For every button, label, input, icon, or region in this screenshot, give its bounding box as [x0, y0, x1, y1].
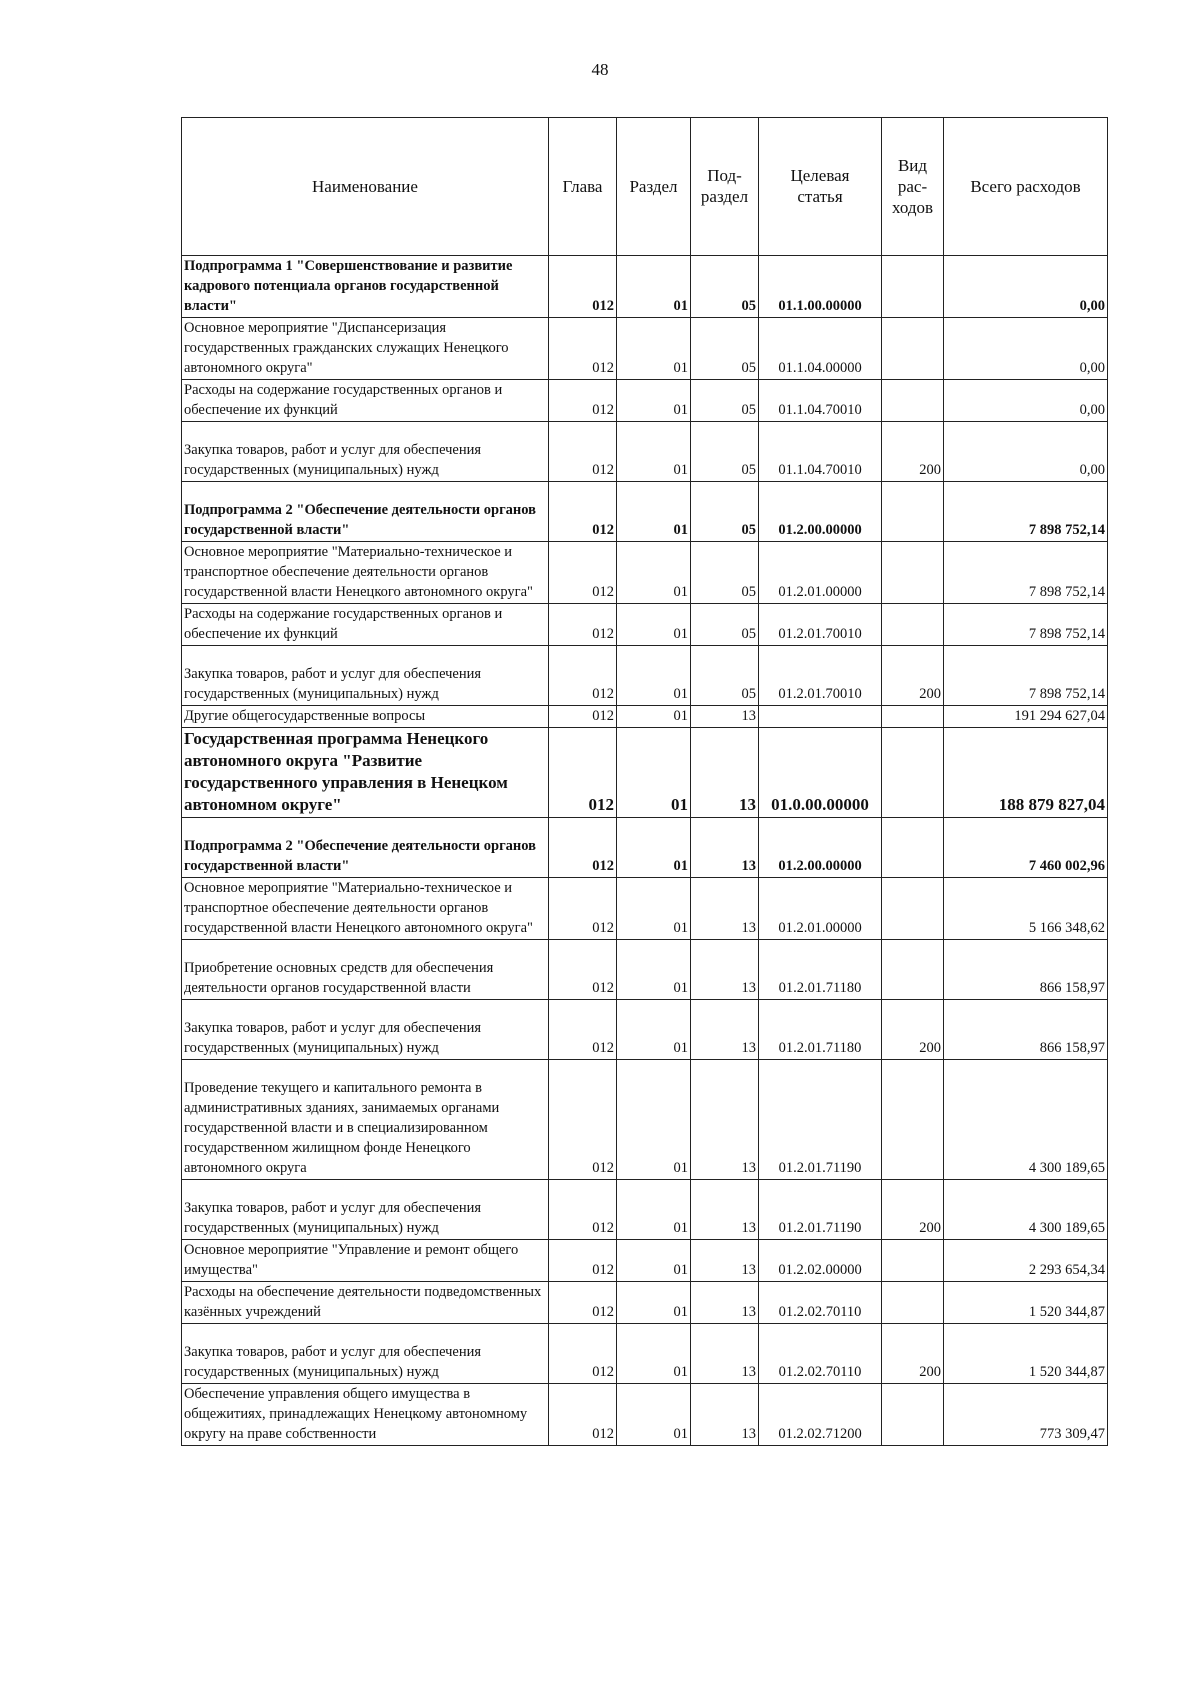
cell-chapter: 012	[549, 878, 617, 940]
table-row	[182, 878, 1108, 940]
cell-total: 4 300 189,65	[944, 1180, 1108, 1240]
cell-kind	[882, 318, 944, 380]
cell-total: 5 166 348,62	[944, 878, 1108, 940]
header-name: Наименование	[182, 118, 549, 256]
cell-section: 01	[617, 482, 691, 542]
cell-target: 01.0.00.00000	[759, 728, 882, 818]
table-row	[182, 728, 1108, 818]
cell-section: 01	[617, 1282, 691, 1324]
cell-name: Закупка товаров, работ и услуг для обеспечения государственных (муниципальных) нужд	[182, 422, 549, 482]
table-row	[182, 1000, 1108, 1060]
cell-section: 01	[617, 422, 691, 482]
cell-total: 866 158,97	[944, 1000, 1108, 1060]
cell-subsection: 13	[691, 706, 759, 728]
cell-subsection: 13	[691, 878, 759, 940]
cell-name: Основное мероприятие "Управление и ремонт общего имущества"	[182, 1240, 549, 1282]
cell-kind	[882, 380, 944, 422]
cell-kind: 200	[882, 646, 944, 706]
cell-section: 01	[617, 318, 691, 380]
cell-target: 01.1.00.00000	[759, 256, 882, 318]
cell-kind	[882, 542, 944, 604]
cell-name: Расходы на содержание государственных органов и обеспечение их функций	[182, 380, 549, 422]
table-row	[182, 482, 1108, 542]
cell-section: 01	[617, 1384, 691, 1446]
cell-subsection: 05	[691, 422, 759, 482]
cell-target	[759, 706, 882, 728]
cell-kind	[882, 604, 944, 646]
cell-chapter: 012	[549, 1060, 617, 1180]
cell-name: Основное мероприятие "Диспансеризация государственных гражданских служащих Ненецкого автономного округа"	[182, 318, 549, 380]
cell-target: 01.2.01.71190	[759, 1180, 882, 1240]
cell-name: Подпрограмма 2 "Обеспечение деятельности органов государственной власти"	[182, 818, 549, 878]
cell-total: 773 309,47	[944, 1384, 1108, 1446]
cell-section: 01	[617, 604, 691, 646]
cell-section: 01	[617, 1240, 691, 1282]
cell-name: Закупка товаров, работ и услуг для обеспечения государственных (муниципальных) нужд	[182, 646, 549, 706]
cell-chapter: 012	[549, 1240, 617, 1282]
cell-kind	[882, 818, 944, 878]
cell-target: 01.2.02.71200	[759, 1384, 882, 1446]
cell-name: Подпрограмма 1 "Совершенствование и развитие кадрового потенциала органов государственной власти"	[182, 256, 549, 318]
header-subsection: Под- раздел	[691, 118, 759, 256]
cell-chapter: 012	[549, 1180, 617, 1240]
cell-total: 7 898 752,14	[944, 646, 1108, 706]
cell-subsection: 13	[691, 940, 759, 1000]
cell-subsection: 05	[691, 646, 759, 706]
header-kind: Вид рас- ходов	[882, 118, 944, 256]
header-total: Всего расходов	[944, 118, 1108, 256]
cell-chapter: 012	[549, 1384, 617, 1446]
table-header	[182, 118, 1108, 256]
cell-kind	[882, 1060, 944, 1180]
cell-target: 01.2.01.00000	[759, 542, 882, 604]
cell-subsection: 05	[691, 380, 759, 422]
cell-name: Приобретение основных средств для обеспечения деятельности органов государственной власти	[182, 940, 549, 1000]
table-row	[182, 818, 1108, 878]
table-row	[182, 256, 1108, 318]
table-row	[182, 318, 1108, 380]
table-row	[182, 542, 1108, 604]
cell-kind	[882, 878, 944, 940]
cell-subsection: 13	[691, 818, 759, 878]
cell-target: 01.2.02.00000	[759, 1240, 882, 1282]
cell-chapter: 012	[549, 318, 617, 380]
table-row	[182, 1240, 1108, 1282]
cell-subsection: 05	[691, 256, 759, 318]
cell-target: 01.1.04.70010	[759, 380, 882, 422]
cell-total: 866 158,97	[944, 940, 1108, 1000]
page-number: 48	[591, 60, 609, 79]
cell-chapter: 012	[549, 482, 617, 542]
cell-target: 01.2.01.70010	[759, 646, 882, 706]
cell-subsection: 13	[691, 1324, 759, 1384]
cell-section: 01	[617, 646, 691, 706]
cell-kind: 200	[882, 1324, 944, 1384]
cell-name: Закупка товаров, работ и услуг для обеспечения государственных (муниципальных) нужд	[182, 1324, 549, 1384]
cell-subsection: 13	[691, 1180, 759, 1240]
table-row	[182, 604, 1108, 646]
table-row	[182, 706, 1108, 728]
cell-name: Подпрограмма 2 "Обеспечение деятельности органов государственной власти"	[182, 482, 549, 542]
cell-kind	[882, 1240, 944, 1282]
header-chapter: Глава	[549, 118, 617, 256]
cell-total: 191 294 627,04	[944, 706, 1108, 728]
cell-target: 01.2.02.70110	[759, 1282, 882, 1324]
cell-total: 7 460 002,96	[944, 818, 1108, 878]
cell-name: Расходы на обеспечение деятельности подведомственных казённых учреждений	[182, 1282, 549, 1324]
table-body	[182, 256, 1108, 1446]
table-row	[182, 1384, 1108, 1446]
cell-subsection: 05	[691, 604, 759, 646]
cell-section: 01	[617, 728, 691, 818]
cell-chapter: 012	[549, 1000, 617, 1060]
cell-section: 01	[617, 1180, 691, 1240]
cell-name: Проведение текущего и капитального ремонта в административных зданиях, занимаемых органами государственной власти и в специализированном государственном жилищном фонде Ненецкого автономного округа	[182, 1060, 549, 1180]
cell-subsection: 13	[691, 1384, 759, 1446]
cell-section: 01	[617, 380, 691, 422]
cell-chapter: 012	[549, 940, 617, 1000]
cell-chapter: 012	[549, 1324, 617, 1384]
cell-total: 7 898 752,14	[944, 604, 1108, 646]
cell-section: 01	[617, 940, 691, 1000]
cell-chapter: 012	[549, 706, 617, 728]
cell-subsection: 05	[691, 482, 759, 542]
cell-kind	[882, 706, 944, 728]
cell-total: 1 520 344,87	[944, 1282, 1108, 1324]
cell-chapter: 012	[549, 818, 617, 878]
cell-chapter: 012	[549, 542, 617, 604]
cell-name: Другие общегосударственные вопросы	[182, 706, 549, 728]
cell-section: 01	[617, 818, 691, 878]
cell-kind	[882, 256, 944, 318]
cell-total: 7 898 752,14	[944, 542, 1108, 604]
header-target: Целевая статья	[759, 118, 882, 256]
cell-section: 01	[617, 878, 691, 940]
table-row	[182, 1060, 1108, 1180]
cell-subsection: 05	[691, 542, 759, 604]
cell-chapter: 012	[549, 1282, 617, 1324]
cell-target: 01.2.01.00000	[759, 878, 882, 940]
cell-name: Основное мероприятие "Материально-техническое и транспортное обеспечение деятельности органов государственной власти Ненецкого автономного округа"	[182, 878, 549, 940]
cell-section: 01	[617, 1060, 691, 1180]
table-row	[182, 380, 1108, 422]
table-row	[182, 1180, 1108, 1240]
cell-target: 01.2.00.00000	[759, 818, 882, 878]
cell-name: Обеспечение управления общего имущества в общежитиях, принадлежащих Ненецкому автономному округу на праве собственности	[182, 1384, 549, 1446]
table-row	[182, 422, 1108, 482]
cell-section: 01	[617, 542, 691, 604]
cell-total: 188 879 827,04	[944, 728, 1108, 818]
cell-total: 4 300 189,65	[944, 1060, 1108, 1180]
cell-kind: 200	[882, 422, 944, 482]
cell-subsection: 13	[691, 1282, 759, 1324]
cell-target: 01.2.01.71180	[759, 940, 882, 1000]
cell-name: Расходы на содержание государственных органов и обеспечение их функций	[182, 604, 549, 646]
cell-kind	[882, 1282, 944, 1324]
budget-table	[181, 117, 1108, 1446]
cell-target: 01.2.01.70010	[759, 604, 882, 646]
cell-chapter: 012	[549, 604, 617, 646]
cell-total: 0,00	[944, 422, 1108, 482]
cell-target: 01.2.00.00000	[759, 482, 882, 542]
table-row	[182, 646, 1108, 706]
cell-chapter: 012	[549, 256, 617, 318]
cell-section: 01	[617, 256, 691, 318]
cell-total: 1 520 344,87	[944, 1324, 1108, 1384]
cell-name: Закупка товаров, работ и услуг для обеспечения государственных (муниципальных) нужд	[182, 1000, 549, 1060]
cell-kind	[882, 482, 944, 542]
cell-chapter: 012	[549, 422, 617, 482]
cell-target: 01.2.01.71190	[759, 1060, 882, 1180]
cell-subsection: 13	[691, 1060, 759, 1180]
table-row	[182, 940, 1108, 1000]
cell-total: 0,00	[944, 380, 1108, 422]
table-row	[182, 1282, 1108, 1324]
cell-subsection: 13	[691, 1240, 759, 1282]
cell-target: 01.1.04.00000	[759, 318, 882, 380]
cell-kind: 200	[882, 1180, 944, 1240]
cell-name: Основное мероприятие "Материально-техническое и транспортное обеспечение деятельности органов государственной власти Ненецкого автономного округа"	[182, 542, 549, 604]
cell-subsection: 13	[691, 1000, 759, 1060]
cell-total: 7 898 752,14	[944, 482, 1108, 542]
cell-subsection: 05	[691, 318, 759, 380]
cell-kind	[882, 1384, 944, 1446]
cell-kind	[882, 940, 944, 1000]
cell-target: 01.2.02.70110	[759, 1324, 882, 1384]
cell-chapter: 012	[549, 646, 617, 706]
table-row	[182, 1324, 1108, 1384]
cell-subsection: 13	[691, 728, 759, 818]
cell-chapter: 012	[549, 728, 617, 818]
header-section: Раздел	[617, 118, 691, 256]
cell-chapter: 012	[549, 380, 617, 422]
cell-name: Государственная программа Ненецкого автономного округа "Развитие государственного управления в Ненецком автономном округе"	[182, 728, 549, 818]
cell-total: 0,00	[944, 318, 1108, 380]
cell-target: 01.1.04.70010	[759, 422, 882, 482]
cell-section: 01	[617, 706, 691, 728]
cell-section: 01	[617, 1324, 691, 1384]
cell-total: 0,00	[944, 256, 1108, 318]
cell-section: 01	[617, 1000, 691, 1060]
cell-target: 01.2.01.71180	[759, 1000, 882, 1060]
cell-kind: 200	[882, 1000, 944, 1060]
cell-kind	[882, 728, 944, 818]
cell-name: Закупка товаров, работ и услуг для обеспечения государственных (муниципальных) нужд	[182, 1180, 549, 1240]
cell-total: 2 293 654,34	[944, 1240, 1108, 1282]
